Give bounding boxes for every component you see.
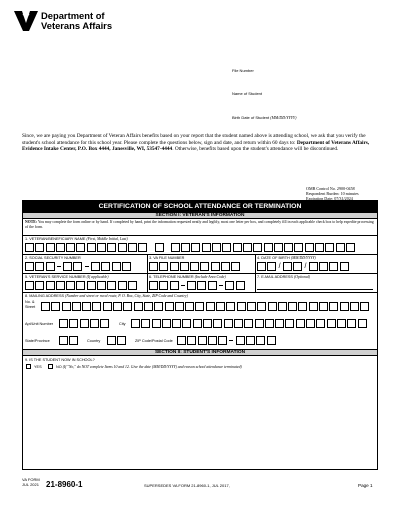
char-box[interactable]: [35, 243, 44, 252]
char-box[interactable]: [247, 302, 256, 311]
char-box[interactable]: [25, 243, 34, 252]
char-box[interactable]: [187, 336, 196, 345]
char-box[interactable]: [193, 319, 202, 328]
char-box[interactable]: [56, 281, 65, 290]
omb-control: OMB Control No. 2900-0458: [306, 186, 355, 191]
char-box[interactable]: [134, 302, 143, 311]
char-box[interactable]: [319, 302, 328, 311]
yes-checkbox[interactable]: [26, 364, 31, 369]
char-box[interactable]: [309, 302, 318, 311]
omb-block: [306, 186, 359, 201]
char-box[interactable]: [360, 302, 369, 311]
char-box[interactable]: [221, 262, 230, 271]
char-box[interactable]: [293, 262, 302, 271]
divider: [147, 273, 148, 292]
char-box[interactable]: [211, 262, 220, 271]
street-boxes[interactable]: [41, 302, 371, 311]
char-box[interactable]: [264, 243, 273, 252]
no-text: NO: [56, 365, 62, 369]
addr-street-label: [25, 300, 35, 310]
char-box[interactable]: [181, 243, 190, 252]
char-box[interactable]: [66, 243, 75, 252]
yes-label: YES: [34, 365, 42, 369]
char-box[interactable]: [159, 262, 168, 271]
char-box[interactable]: [123, 302, 132, 311]
file-number-label: File Number: [232, 68, 254, 73]
char-box[interactable]: [149, 262, 158, 271]
footer-form-number: 21-8960-1: [46, 480, 83, 489]
divider: [255, 273, 256, 292]
char-box[interactable]: [117, 336, 126, 345]
apt-boxes[interactable]: [59, 319, 110, 328]
agency-name: Department of Veterans Affairs: [41, 10, 113, 31]
addr-state-label: State/Province: [25, 339, 50, 343]
char-box[interactable]: [76, 281, 85, 290]
ssn-boxes[interactable]: [25, 262, 132, 271]
form-note: [25, 220, 375, 229]
char-box[interactable]: [46, 262, 55, 271]
char-box[interactable]: [66, 281, 75, 290]
char-box[interactable]: [152, 319, 161, 328]
char-box[interactable]: [107, 281, 116, 290]
char-box[interactable]: [236, 281, 245, 290]
email-input[interactable]: [257, 282, 373, 290]
footer-supersedes: SUPERSEDES VA FORM 21-8960-1, JUL 2017,: [144, 483, 230, 488]
char-box[interactable]: [170, 262, 179, 271]
char-box[interactable]: [212, 243, 221, 252]
certification-form: [22, 200, 378, 470]
expiration-date: Expiration Date: 07/31/2024: [306, 196, 353, 201]
addr-apt-label: Apt/Unit Number: [25, 322, 54, 326]
char-box[interactable]: [59, 319, 68, 328]
char-box[interactable]: [278, 302, 287, 311]
file-number-field[interactable]: [232, 68, 254, 73]
item-7-hint: (Optional): [294, 275, 311, 279]
char-box[interactable]: [69, 336, 78, 345]
no-label: [56, 365, 242, 369]
char-box[interactable]: [87, 281, 96, 290]
char-box[interactable]: [285, 319, 294, 328]
divider: [147, 254, 148, 273]
char-box[interactable]: [306, 319, 315, 328]
char-box[interactable]: [257, 262, 266, 271]
char-box[interactable]: [51, 302, 60, 311]
char-box[interactable]: [63, 262, 72, 271]
char-box[interactable]: [347, 319, 356, 328]
footer-page-number: Page 1: [358, 483, 373, 488]
char-box[interactable]: [190, 262, 199, 271]
student-name-label: Name of Student: [232, 91, 263, 96]
char-box[interactable]: [171, 243, 180, 252]
dash-separator: [218, 281, 224, 290]
char-box[interactable]: [128, 243, 137, 252]
char-box[interactable]: [316, 319, 325, 328]
char-box[interactable]: [92, 302, 101, 311]
char-box[interactable]: [340, 302, 349, 311]
char-box[interactable]: [315, 243, 324, 252]
item-5-hint: (If applicable): [86, 275, 109, 279]
char-box[interactable]: [208, 281, 217, 290]
char-box[interactable]: [298, 302, 307, 311]
char-box[interactable]: [284, 243, 293, 252]
char-box[interactable]: [76, 243, 85, 252]
char-box[interactable]: [294, 243, 303, 252]
char-box[interactable]: [162, 319, 171, 328]
service-number-boxes[interactable]: [25, 281, 138, 290]
char-box[interactable]: [118, 243, 127, 252]
char-box[interactable]: [103, 302, 112, 311]
char-box[interactable]: [101, 262, 110, 271]
char-box[interactable]: [346, 243, 355, 252]
dash-separator: [84, 262, 90, 271]
char-box[interactable]: [107, 243, 116, 252]
char-box[interactable]: [149, 281, 158, 290]
char-box[interactable]: [172, 319, 181, 328]
char-box[interactable]: [200, 262, 209, 271]
char-box[interactable]: [122, 262, 131, 271]
divider: [23, 273, 377, 274]
char-box[interactable]: [218, 336, 227, 345]
char-box[interactable]: [233, 243, 242, 252]
item-8-hint: (Number and street or rural route, P. O. Box, City, State, ZIP Code and Country): [65, 294, 188, 298]
char-box[interactable]: [59, 336, 68, 345]
zip-boxes[interactable]: [177, 336, 277, 345]
char-box[interactable]: [265, 319, 274, 328]
char-box[interactable]: [155, 243, 164, 252]
divider: [23, 254, 377, 255]
char-box[interactable]: [274, 243, 283, 252]
char-box[interactable]: [224, 319, 233, 328]
char-box[interactable]: [337, 319, 346, 328]
char-box[interactable]: [170, 281, 179, 290]
char-box[interactable]: [182, 319, 191, 328]
item-8-label: [25, 294, 188, 298]
char-box[interactable]: [203, 319, 212, 328]
char-box[interactable]: [195, 302, 204, 311]
char-box[interactable]: [243, 243, 252, 252]
addr-street-text: Street: [25, 305, 36, 309]
char-box[interactable]: [69, 319, 78, 328]
intro-text-2: . Otherwise, benefits based upon the student's attendance will be discontinued.: [172, 146, 339, 153]
item-5-label: [25, 275, 108, 279]
no-hint: (If "No," do NOT complete Items 10 and 12. Give the date (MM/DD/YYYY) and reason school attendance terminated): [62, 365, 242, 369]
student-birth-date-label: Birth Date of Student: [232, 115, 270, 120]
char-box[interactable]: [180, 262, 189, 271]
char-box[interactable]: [253, 243, 262, 252]
char-box[interactable]: [246, 336, 255, 345]
slash-separator: /: [304, 263, 307, 270]
item-1-label: [25, 237, 128, 241]
footer-va-form-line2: JUL 2021: [22, 481, 39, 487]
item-5-text: 5. VETERAN'S SERVICE NUMBER: [25, 275, 86, 279]
char-box[interactable]: [319, 262, 328, 271]
char-box[interactable]: [144, 302, 153, 311]
char-box[interactable]: [165, 302, 174, 311]
item-7-label: [257, 275, 310, 279]
char-box[interactable]: [73, 262, 82, 271]
footer-va-form-line1: VA FORM: [22, 477, 40, 482]
item-6-label: [149, 275, 226, 279]
intro-text-1: Since, we are paying you Department of Veteran Affairs benefits based on your report that the student named above is attending school, we ask that you verify the student's school attendance for this school year. Please complete the questions below, sign and date, and return within 60 days to:: [22, 133, 366, 146]
char-box[interactable]: [208, 336, 217, 345]
char-box[interactable]: [90, 319, 99, 328]
char-box[interactable]: [141, 319, 150, 328]
item-3-label: 3. VA FILE NUMBER: [149, 256, 185, 260]
state-boxes[interactable]: [59, 336, 80, 345]
item-7-text: 7. E-MAIL ADDRESS: [257, 275, 293, 279]
item-1-text: 1. VETERAN/BENEFICIARY NAME: [25, 237, 86, 241]
char-box[interactable]: [91, 262, 100, 271]
char-box[interactable]: [41, 302, 50, 311]
char-box[interactable]: [234, 319, 243, 328]
char-box[interactable]: [268, 302, 277, 311]
char-box[interactable]: [154, 302, 163, 311]
note-text: You may complete the form online or by hand. If completed by hand, print the information requested neatly and legibly, most one letter per box, and completely fill in each applicable check box to help expedite processing of the form.: [25, 220, 374, 229]
item-9-label: 9. IS THE STUDENT NOW IN SCHOOL?: [25, 358, 95, 362]
addr-country-label: Country: [87, 339, 101, 343]
char-box[interactable]: [325, 243, 334, 252]
char-box[interactable]: [128, 281, 137, 290]
char-box[interactable]: [257, 302, 266, 311]
addr-city-label: City: [119, 322, 126, 326]
char-box[interactable]: [309, 262, 318, 271]
char-box[interactable]: [56, 243, 65, 252]
char-box[interactable]: [175, 302, 184, 311]
item-2-label: 2. SOCIAL SECURITY NUMBER: [25, 256, 81, 260]
intro-paragraph: [22, 133, 378, 153]
char-box[interactable]: [112, 262, 121, 271]
char-box[interactable]: [329, 262, 338, 271]
char-box[interactable]: [226, 302, 235, 311]
char-box[interactable]: [185, 302, 194, 311]
form-title: CERTIFICATION OF SCHOOL ATTENDANCE OR TERMINATION: [23, 201, 377, 212]
char-box[interactable]: [305, 243, 314, 252]
char-box[interactable]: [177, 336, 186, 345]
char-box[interactable]: [225, 281, 234, 290]
item-4-text: 4. DATE OF BIRTH: [257, 256, 290, 260]
dash-separator: [180, 281, 186, 290]
char-box[interactable]: [336, 243, 345, 252]
char-box[interactable]: [87, 243, 96, 252]
student-birth-date-format: (MM/DD/YYYY): [270, 115, 297, 120]
item-4-hint: (MM/DD/YYYY): [290, 256, 316, 260]
char-box[interactable]: [329, 302, 338, 311]
section-2-header: SECTION II: STUDENT'S INFORMATION: [23, 349, 377, 356]
char-box[interactable]: [46, 281, 55, 290]
char-box[interactable]: [197, 281, 206, 290]
char-box[interactable]: [198, 336, 207, 345]
footer-va-form: [22, 478, 40, 487]
divider: [23, 235, 377, 236]
char-box[interactable]: [62, 302, 71, 311]
note-label: NOTE:: [25, 220, 38, 224]
date-of-birth-boxes[interactable]: [257, 262, 350, 271]
char-box[interactable]: [35, 262, 44, 271]
char-box[interactable]: [244, 319, 253, 328]
char-box[interactable]: [358, 319, 367, 328]
char-box[interactable]: [46, 243, 55, 252]
char-box[interactable]: [296, 319, 305, 328]
item-4-label: [257, 256, 316, 260]
dash-separator: [56, 262, 62, 271]
addr-zip-label: ZIP Code/Postal Code: [135, 339, 173, 343]
char-box[interactable]: [25, 262, 34, 271]
char-box[interactable]: [350, 302, 359, 311]
char-box[interactable]: [236, 336, 245, 345]
char-box[interactable]: [237, 302, 246, 311]
char-box[interactable]: [275, 319, 284, 328]
va-file-number-boxes[interactable]: [149, 262, 242, 271]
char-box[interactable]: [35, 281, 44, 290]
item-6-hint: (Include Area Code): [194, 275, 226, 279]
addr-no-label: No. &: [25, 300, 35, 304]
char-box[interactable]: [72, 302, 81, 311]
char-box[interactable]: [231, 262, 240, 271]
divider: [23, 292, 377, 293]
char-box[interactable]: [80, 319, 89, 328]
item-1-hint: (First, Middle Initial, Last): [86, 237, 128, 241]
char-box[interactable]: [97, 243, 106, 252]
char-box[interactable]: [159, 281, 168, 290]
char-box[interactable]: [191, 243, 200, 252]
veteran-name-boxes[interactable]: [25, 243, 356, 252]
char-box[interactable]: [283, 262, 292, 271]
char-box[interactable]: [288, 302, 297, 311]
char-box[interactable]: [327, 319, 336, 328]
char-box[interactable]: [82, 302, 91, 311]
telephone-boxes[interactable]: [149, 281, 246, 290]
char-box[interactable]: [255, 319, 264, 328]
char-box[interactable]: [222, 243, 231, 252]
char-box[interactable]: [340, 262, 349, 271]
char-box[interactable]: [25, 281, 34, 290]
char-box[interactable]: [267, 336, 276, 345]
item-8-text: 8. MAILING ADDRESS: [25, 294, 65, 298]
dash-separator: [228, 336, 234, 345]
student-name-field[interactable]: [232, 91, 262, 96]
section-1-header: SECTION I: VETERAN'S INFORMATION: [23, 212, 377, 219]
no-checkbox[interactable]: [48, 364, 53, 369]
divider: [255, 254, 256, 273]
char-box[interactable]: [113, 302, 122, 311]
intro-address: Department of Veterans Affairs, Evidence Intake Center, P.O. Box 4444, Janesville, WI, 53547-4444: [22, 139, 370, 153]
char-box[interactable]: [138, 243, 147, 252]
city-boxes[interactable]: [131, 319, 368, 328]
student-birth-date-field[interactable]: [232, 115, 297, 120]
char-box[interactable]: [213, 319, 222, 328]
char-box[interactable]: [118, 281, 127, 290]
slash-separator: /: [278, 263, 281, 270]
char-box[interactable]: [100, 319, 109, 328]
char-box[interactable]: [216, 302, 225, 311]
char-box[interactable]: [206, 302, 215, 311]
char-box[interactable]: [97, 281, 106, 290]
country-boxes[interactable]: [107, 336, 128, 345]
char-box[interactable]: [256, 336, 265, 345]
item-6-text: 6. TELEPHONE NUMBER: [149, 275, 194, 279]
va-seal-icon: [14, 11, 38, 31]
char-box[interactable]: [131, 319, 140, 328]
char-box[interactable]: [202, 243, 211, 252]
respondent-burden: Respondent Burden: 10 minutes: [306, 191, 359, 196]
char-box[interactable]: [267, 262, 276, 271]
char-box[interactable]: [107, 336, 116, 345]
char-box[interactable]: [187, 281, 196, 290]
